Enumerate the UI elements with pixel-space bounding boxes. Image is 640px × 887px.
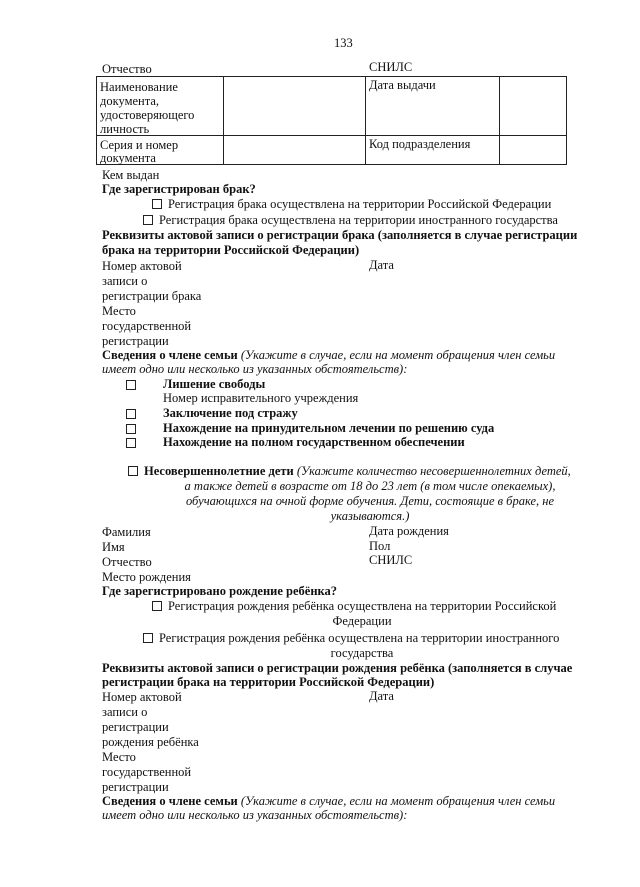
custody: Заключение под стражу <box>163 406 298 420</box>
issue-date-label: Дата выдачи <box>369 78 436 92</box>
deprivation-of-liberty: Лишение свободы <box>163 377 266 391</box>
marriage-option-foreign-label: Регистрация брака осуществлена на территории иностранного государства <box>159 213 558 227</box>
minors-note-1: (Укажите количество несовершеннолетних детей, <box>296 464 571 478</box>
patronymic-label: Отчество <box>102 62 152 76</box>
child-patronymic-label: Отчество <box>102 555 152 569</box>
birth-option-foreign[interactable] <box>143 631 559 645</box>
marriage-requisites-1: Реквизиты актовой записи о регистрации брака (заполняется в случае регистрации <box>102 228 578 242</box>
marriage-option-rf-label: Регистрация брака осуществлена на территории Российской Федерации <box>168 197 552 211</box>
checkbox-icon[interactable] <box>152 199 162 209</box>
state-support: Нахождение на полном государственном обеспечении <box>163 435 465 449</box>
marriage-place-1: Место <box>102 304 136 318</box>
birth-record-2: записи о <box>102 705 148 719</box>
checkbox-icon[interactable] <box>143 215 153 225</box>
issued-by-label: Кем выдан <box>102 168 160 182</box>
snils-label: СНИЛС <box>369 60 413 74</box>
family1-note-1: (Укажите в случае, если на момент обращения член семьи <box>240 348 556 362</box>
family2-title: Сведения о члене семьи <box>102 794 238 808</box>
birth-requisites-2: регистрации брака на территории Российской Федерации) <box>102 675 435 689</box>
checkbox-icon[interactable] <box>126 438 136 448</box>
series-line-1: Серия и номер <box>100 138 179 152</box>
child-surname-label: Фамилия <box>102 525 151 539</box>
doc-name-line-4: личность <box>100 122 150 136</box>
family2-note-1: (Укажите в случае, если на момент обращения член семьи <box>240 794 556 808</box>
birth-date-label: Дата <box>369 689 394 703</box>
child-birthdate-label: Дата рождения <box>369 524 449 538</box>
birth-requisites-1: Реквизиты актовой записи о регистрации рождения ребёнка (заполняется в случае <box>102 661 573 675</box>
minors-note-3: обучающихся на очной форме обучения. Дети, состоящие в браке, не <box>185 494 555 508</box>
birth-option-rf[interactable] <box>152 599 556 613</box>
minors-line <box>128 464 571 478</box>
child-name-label: Имя <box>102 540 125 554</box>
marriage-question: Где зарегистрирован брак? <box>102 182 256 196</box>
checkbox-icon[interactable] <box>126 424 136 434</box>
marriage-place-3: регистрации <box>102 334 169 348</box>
dept-code-label: Код подразделения <box>369 137 471 151</box>
marriage-option-foreign[interactable] <box>143 213 558 227</box>
minors-note-4: указываются.) <box>330 509 410 523</box>
checkbox-icon[interactable] <box>126 380 136 390</box>
series-line-2: документа <box>100 151 156 165</box>
marriage-record-2: записи о <box>102 274 148 288</box>
page-number: 133 <box>334 36 353 50</box>
marriage-option-rf[interactable] <box>152 197 551 211</box>
child-snils-label: СНИЛС <box>369 553 413 567</box>
family2-heading <box>102 794 555 808</box>
compulsory-treatment: Нахождение на принудительном лечении по решению суда <box>163 421 495 435</box>
birth-option-rf-line-2: Федерации <box>332 614 392 628</box>
birth-option-rf-label: Регистрация рождения ребёнка осуществлена на территории Российской <box>168 599 557 613</box>
marriage-record-1: Номер актовой <box>102 259 182 273</box>
marriage-date-label: Дата <box>369 258 394 272</box>
birth-option-foreign-line-2: государства <box>330 646 394 660</box>
birth-option-foreign-label: Регистрация рождения ребёнка осуществлена на территории иностранного <box>159 631 560 645</box>
doc-name-line-1: Наименование <box>100 80 178 94</box>
marriage-record-3: регистрации брака <box>102 289 202 303</box>
family2-note-2: имеет одно или несколько из указанных обстоятельств): <box>102 808 408 822</box>
minors-label: Несовершеннолетние дети <box>144 464 294 478</box>
family1-note-2: имеет одно или несколько из указанных обстоятельств): <box>102 362 408 376</box>
birth-place-2: государственной <box>102 765 192 779</box>
birth-record-4: рождения ребёнка <box>102 735 199 749</box>
birth-record-3: регистрации <box>102 720 169 734</box>
checkbox-icon[interactable] <box>128 466 138 476</box>
checkbox-icon[interactable] <box>126 409 136 419</box>
family1-heading <box>102 348 555 362</box>
correctional-facility-number: Номер исправительного учреждения <box>163 391 359 405</box>
marriage-requisites-2: брака на территории Российской Федерации) <box>102 243 360 257</box>
birth-question: Где зарегистрировано рождение ребёнка? <box>102 584 338 598</box>
doc-name-line-3: удостоверяющего <box>100 108 195 122</box>
birth-record-1: Номер актовой <box>102 690 182 704</box>
child-birthplace-label: Место рождения <box>102 570 191 584</box>
birth-place-1: Место <box>102 750 136 764</box>
minors-note-2: а также детей в возрасте от 18 до 23 лет (в том числе опекаемых), <box>184 479 556 493</box>
family1-title: Сведения о члене семьи <box>102 348 238 362</box>
birth-place-3: регистрации <box>102 780 169 794</box>
checkbox-icon[interactable] <box>152 601 162 611</box>
marriage-place-2: государственной <box>102 319 192 333</box>
doc-name-line-2: документа, <box>100 94 160 108</box>
checkbox-icon[interactable] <box>143 633 153 643</box>
child-sex-label: Пол <box>369 539 391 553</box>
